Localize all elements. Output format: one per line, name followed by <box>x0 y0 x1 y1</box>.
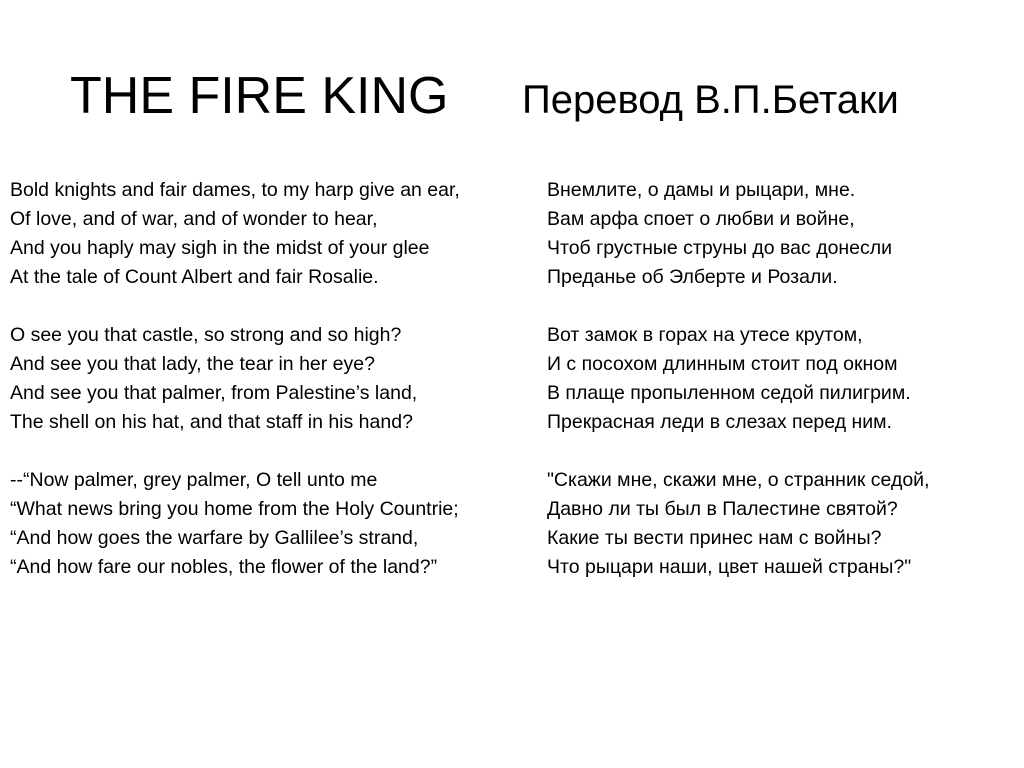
poem-line: At the tale of Count Albert and fair Rosalie. <box>10 266 379 288</box>
poem-title: THE FIRE KING <box>70 67 449 125</box>
english-stanza-3 <box>10 466 535 582</box>
english-stanza-2 <box>10 321 535 437</box>
poem-line: В плаще пропыленном седой пилигрим. <box>547 382 911 404</box>
russian-stanza-2 <box>547 321 1017 437</box>
poem-line: Вам арфа споет о любви и войне, <box>547 208 855 230</box>
poem-line: Что рыцари наши, цвет нашей страны?" <box>547 556 912 578</box>
poem-line: Bold knights and fair dames, to my harp give an ear, <box>10 179 460 201</box>
poem-line: Давно ли ты был в Палестине святой? <box>547 498 898 520</box>
russian-stanza-1 <box>547 176 1017 292</box>
poem-line: And see you that lady, the tear in her eye? <box>10 353 375 375</box>
russian-translation-column <box>547 176 1017 611</box>
poem-line: The shell on his hat, and that staff in his hand? <box>10 411 413 433</box>
poem-line: Преданье об Элберте и Розали. <box>547 266 838 288</box>
poem-line: Внемлите, о дамы и рыцари, мне. <box>547 179 856 201</box>
translation-credit: Перевод В.П.Бетаки <box>522 78 899 122</box>
poem-line: --“Now palmer, grey palmer, O tell unto me <box>10 469 378 491</box>
poem-line: Прекрасная леди в слезах перед ним. <box>547 411 892 433</box>
poem-line: Какие ты вести принес нам с войны? <box>547 527 882 549</box>
poem-line: “And how fare our nobles, the flower of the land?” <box>10 556 438 578</box>
poem-line: И с посохом длинным стоит под окном <box>547 353 898 375</box>
poem-line: "Скажи мне, скажи мне, о странник седой, <box>547 469 930 491</box>
poem-line: Чтоб грустные струны до вас донесли <box>547 237 893 259</box>
poem-line: O see you that castle, so strong and so high? <box>10 324 402 346</box>
english-original-column <box>10 176 535 611</box>
russian-stanza-3 <box>547 466 1017 582</box>
poem-line: “What news bring you home from the Holy Countrie; <box>10 498 459 520</box>
poem-line: “And how goes the warfare by Gallilee’s strand, <box>10 527 419 549</box>
poem-line: Вот замок в горах на утесе крутом, <box>547 324 863 346</box>
english-stanza-1 <box>10 176 535 292</box>
poem-line: And see you that palmer, from Palestine’s land, <box>10 382 418 404</box>
poem-line: Of love, and of war, and of wonder to hear, <box>10 208 378 230</box>
poem-line: And you haply may sigh in the midst of your glee <box>10 237 430 259</box>
